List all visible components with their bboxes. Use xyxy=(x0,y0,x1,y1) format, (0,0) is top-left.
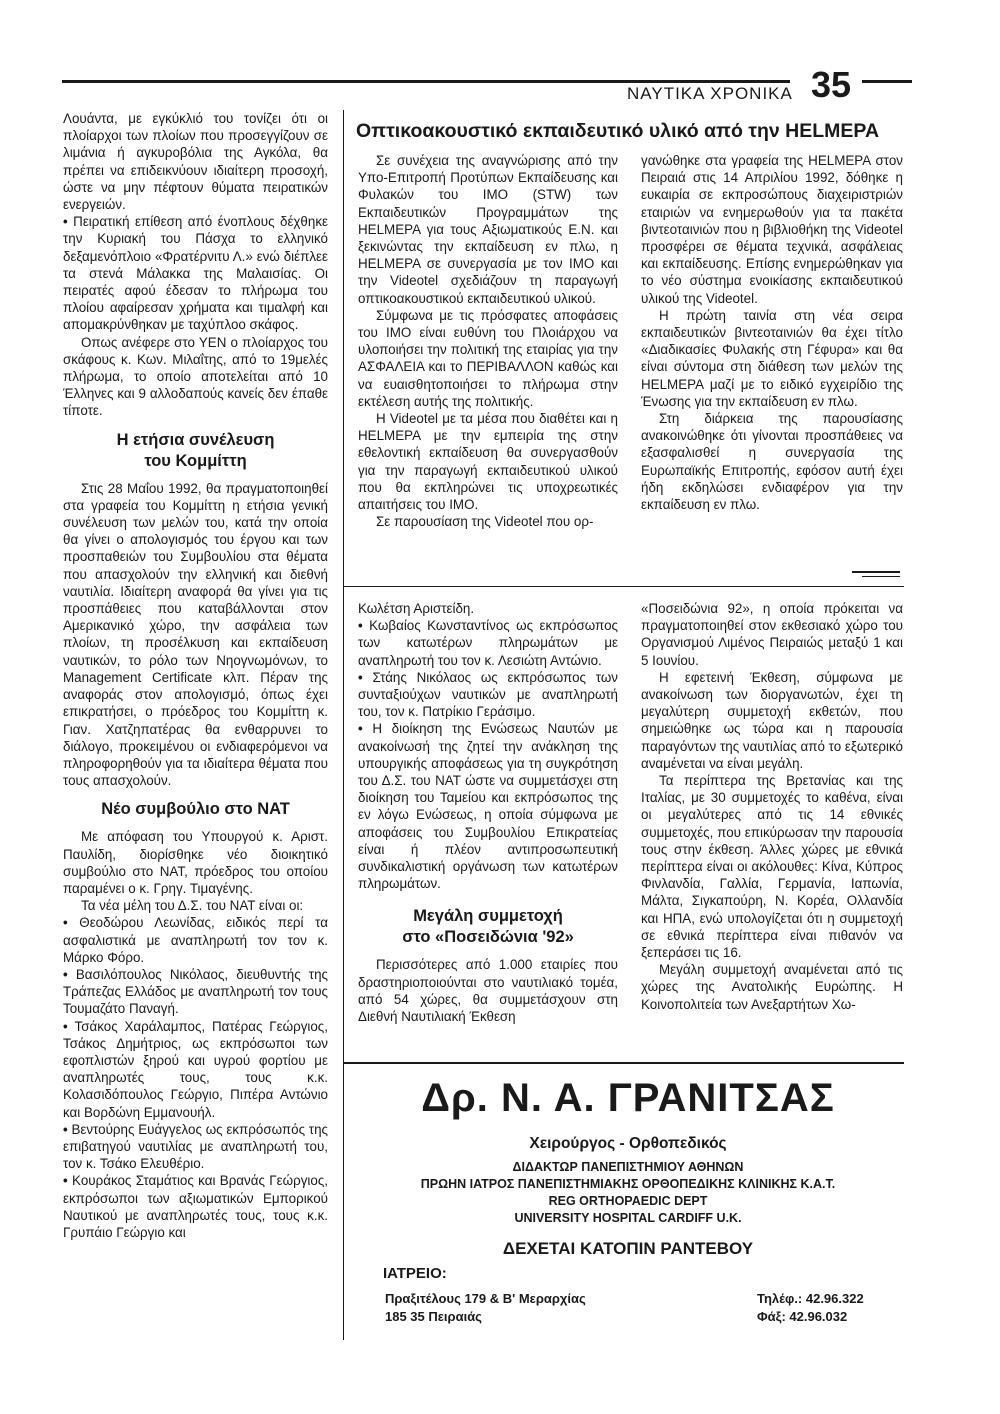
intro-paragraph: Λουάντα, με εγκύκλιό του τονίζει ότι οι πλοίαρχοι των πλοίων που προσεγγίζουν σε λιμάνια ή αγκυροβόλια της Αγκόλα, θα πρέπει να επιδεικνύουν ιδιαίτερη προσοχή, ώστε να μην πέφτουν θύματα πειρατικών ενεργειών. xyxy=(63,111,328,213)
office-address: Πραξιτέλους 179 & Β' Μεραρχίας 185 35 Πειραιάς xyxy=(385,1291,586,1324)
continuation-text: Κωλέτση Αριστείδη. xyxy=(358,601,475,616)
column-divider xyxy=(343,110,344,1340)
helmepa-column-1 xyxy=(358,152,618,530)
union-paragraph: • Η διοίκηση της Ενώσεως Ναυτών με ανακοίνωσή της ζητεί την ανάκληση της υπουργικής αποφάσεως για τη συγκρότηση του Δ.Σ. του ΝΑΤ ώστε να συμμετάσχει στη διοίκηση του Ταμείου και εκπρόσωπος της εν λόγω Ενώσεως, η οποία σύμφωνα με αποφάσεις του Συμβουλίου Επικρατείας είναι ή πλέον αντιπροσωπευτική συνδικαλιστική οργάνωση των κατωτέρων πληρωμάτων. xyxy=(358,720,618,892)
posidonia-paragraph: Μεγάλη συμμετοχή αναμένεται από τις χώρες της Ανατολικής Ευρώπης. Η Κοινοπολιτεία των Ανεξαρτήτων Χω- xyxy=(641,962,903,1012)
section-title-annual-meeting: Η ετήσια συνέλευση του Κομμίττη xyxy=(116,430,275,470)
posidonia-text: Περισσότερες από 1.000 εταιρίες που δραστηριοποιούνται στο ναυτιλιακό τομέα, από 54 χώρες, θα συμμετάσχουν στη Διεθνή Ναυτιλιακή Έκθεση xyxy=(358,957,618,1025)
nat-members-intro: Τα νέα μέλη του Δ.Σ. του ΝΑΤ είναι οι: xyxy=(81,898,304,914)
helmepa-paragraph: Σύμφωνα με τις πρόσφατες αποφάσεις του ΙΜΟ είναι ευθύνη του Πλοιάρχου να υλοποιήσει την πολιτική της εταιρίας για την ΑΣΦΑΛΕΙΑ και το ΠΕΡΙΒΑΛΛΟΝ καθώς και να ευαισθητοποιήσει το πλήρωμα στην εκτέλεση αυτής της πολιτικής. xyxy=(358,307,618,409)
doctor-specialty: Χειρούργος - Ορθοπεδικός xyxy=(529,1135,727,1152)
helmepa-paragraph: γανώθηκε στα γραφεία της HELMEPA στον Πειραιά στις 14 Απριλίου 1992, δόθηκε η ευκαιρία σε εκπροσώπους διαχειριστριών εταιριών να ενημερωθούν για τα πακέτα βιντεοταινιών που η βιβλιοθήκη της Videotel προσφέρει σε θέματα τεχνικά, ασφάλειας και εκπαίδευσης. Επίσης ενημερώθηκαν για το νέο σύστημα ενοικίασης εκπαιδευτικού υλικού της Videotel. xyxy=(641,153,903,306)
piracy-paragraph: • Πειρατική επίθεση από ένοπλους δέχθηκε την Κυριακή του Πάσχα το ελληνικό δεξαμενόπλοιο «Φρατέρνιτυ Λ.» ενώ διέπλεε τα στενά Μάλακκα της Μαλαισίας. Οι πειρατές αφού έδεσαν το πλήρωμα του πλοίου αφαίρεσαν χρήματα και τιμαλφή και απομακρύνθηκαν με ταχύπλοο σκάφος. xyxy=(63,213,328,333)
helmepa-headline: Οπτικοακουστικό εκπαιδευτικό υλικό από την HELMEPA xyxy=(356,120,880,142)
section-title-nat-board: Νέο συμβούλιο στο ΝΑΤ xyxy=(101,800,290,819)
helmepa-paragraph: Η Videotel με τα μέσα που διαθέτει και η HELMEPA με την εμπειρία της στην εθελοντική εκπαίδευση θα συνεργασθούν για την παραγωγή εκπαιδευτικού υλικού που θα εκπληρώνει τις υποχρεωτικές απαιτήσεις του ΙΜΟ. xyxy=(358,411,618,513)
helmepa-paragraph: Σε παρουσίαση της Videotel που ορ- xyxy=(376,514,594,530)
member-item: • Κωβαίος Κωνσταντίνος ως εκπρόσωπος των κατωτέρων πληρωμάτων με αναπληρωτή του τον κ. Λεσιώτη Αντώνιο. xyxy=(358,617,618,669)
office-contacts xyxy=(757,1290,864,1326)
middle-lower-column xyxy=(358,600,618,1025)
section-separator xyxy=(344,586,904,587)
posidonia-paragraph: Η εφετεινή Έκθεση, σύμφωνα με ανακοίνωση των διοργανωτών, έχει τη μεγαλύτερη συμμετοχή εκθετών, που σημειώθηκε ως τώρα και η παρουσία παραγόντων της ναυτιλίας από το εξωτερικό αναμένεται να είναι μεγάλη. xyxy=(641,669,903,771)
page-number: 35 xyxy=(811,64,852,105)
section-title-posidonia: Μεγάλη συμμετοχή στο «Ποσειδώνια '92» xyxy=(402,907,574,947)
member-item: • Βασιλόπουλος Νικόλαος, διευθυντής της Τράπεζας Ελλάδος με αναπληρωτή τον τους Τουμαζάτο Παναγή. xyxy=(63,966,328,1018)
publication-name: ΝΑΥΤΙΚΑ ΧΡΟΝΙΚΑ xyxy=(627,84,793,103)
posidonia-paragraph: «Ποσειδώνια 92», η οποία πρόκειται να πραγματοποιηθεί στον εκθεσιακό χώρο του Οργανισμού Λιμένος Πειραιώς μεταξύ 1 και 5 Ιουνίου. xyxy=(641,601,903,668)
captain-paragraph: Οπως ανέφερε στο ΥΕΝ ο πλοίαρχος του σκάφους κ. Κων. Μιλαΐτης, από το 19μελές πλήρωμα, το οποίο αποτελείται από 10 Έλληνες και 9 αλλοδαπούς κανείς δεν έπαθε τίποτε. xyxy=(63,334,328,419)
posidonia-paragraph: Τα περίπτερα της Βρετανίας και της Ιταλίας, με 30 συμμετοχές το καθένα, είναι οι μεγαλύτερες από τις 14 εθνικές συμμετοχές, που επικύρωσαν την παρουσία τους στην έκθεση. Άλλες χώρες με εθνικά περίπτερα είναι οι ακόλουθες: Κίνα, Κύπρος Φινλανδία, Γαλλία, Γερμανία, Ιαπωνία, Μάλτα, Σιγκαπούρη, Ν. Κορέα, Ολλανδία και ΗΠΑ, ενώ υπολογίζεται ότι η συμμετοχή σε εθνικά περίπτερα είναι πιθανόν να ξεπεράσει τις 16. xyxy=(641,773,903,961)
doctor-credentials: ΔΙΔΑΚΤΩΡ ΠΑΝΕΠΙΣΤΗΜΙΟΥ ΑΘΗΝΩΝ ΠΡΩΗΝ ΙΑΤΡΟΣ ΠΑΝΕΠΙΣΤΗΜΙΑΚΗΣ ΟΡΘΟΠΕΔΙΚΗΣ ΚΛΙΝΙΚΗΣ Κ.Α.Τ. REG ORTHOPAEDIC DEPT UNIVERSITY HOSPITAL CARDIFF U.K. xyxy=(420,1160,836,1225)
office-label: ΙΑΤΡΕΙΟ: xyxy=(383,1265,447,1282)
member-item: • Θεοδώρου Λεωνίδας, ειδικός περί τα ασφαλιστικά με αναπληρωτή τον τον κ. Μάρκο Φόρο. xyxy=(63,914,328,966)
helmepa-paragraph: Σε συνέχεια της αναγνώρισης από την Υπο-Επιτροπή Προτύπων Εκπαίδευσης και Φυλακών του ΙΜΟ (STW) των Εκπαιδευτικών Προγραμμάτων της HELMEPA για τους Αξιωματικούς Ε.Ν. και ξεκινώντας την εκπαίδευση εν πλω, η HELMEPA σε συνεργασία με τον ΙΜΟ και την Videotel σχεδιάζουν τη παραγωγή οπτικοακουστικού εκπαιδευτικού υλικού. xyxy=(358,153,618,306)
member-item: • Κουράκος Σταμάτιος και Βρανάς Γεώργιος, εκπρόσωποι των αξιωματικών Εμπορικού Ναυτικού με αναπληρωτές τους, τους κ.κ. Γρυπάιο Γεώργιο και xyxy=(63,1172,328,1241)
fax-number: Φάξ: 42.96.032 xyxy=(757,1309,848,1324)
helmepa-paragraph: Η πρώτη ταινία στη νέα σειρα εκπαιδευτικών βιντεοταινιών θα έχει τίτλο «Διαδικασίες Φυλακής στη Γέφυρα» και θα είναι σύντομα στη διάθεση των μελών της HELMEPA μαζί με το ειδικό εγχειρίδιο της Ένωσης για την εκπαίδευση εν πλω. xyxy=(641,307,903,409)
masthead-rule-right xyxy=(862,80,912,83)
appointments-note: ΔΕΧΕΤΑΙ ΚΑΤΟΠΙΝ ΡΑΝΤΕΒΟΥ xyxy=(502,1239,754,1258)
member-item: • Βεντούρης Ευάγγελος ως εκπρόσωπός της επιβατηγού ναυτιλίας με αναπληρωτή του, τον κ. Τσάκο Ελευθέριο. xyxy=(63,1121,328,1173)
annual-meeting-text: Στις 28 Μαΐου 1992, θα πραγματοποιηθεί στα γραφεία του Κομμίττη η ετήσια γενική συνέλευση των μελών του, κατά την οποία θα γίνει ο απολογισμός του έργου και των προσπαθειών του Συμβουλίου στα θέματα που απασχολούν την ελληνική και διεθνή ναυτιλία. Ιδιαίτερη αναφορά θα γίνει για τις προσπάθειες που καταβάλλονται στον Αμερικανικό χώρο, την ασφάλεια των πλοίων, τη προσέλκυση και εκπαίδευση ναυτικών, το ρόλο των Νηογνωμόνων, το Management Certificate κλπ. Πέραν της αναφοράς στον απολογισμό, όπως έχει επικρατήσει, ο πρόεδρος του Κομμίττη κ. Γιαν. Χατζηπατέρας θα ενθαρρυνει το διάλογο, προκειμένου οι ενδιαφερόμενοι να πληροφορηθούν για τα ιδιαίτερα θέματα που τους απασχολούν. xyxy=(63,480,328,789)
phone-number: Τηλέφ.: 42.96.322 xyxy=(757,1291,864,1306)
helmepa-paragraph: Στη διάρκεια της παρουσίασης ανακοινώθηκε ότι γίνονται προσπάθειες να εξασφαλισθεί η συνεργασία της Ευρωπαϊκής Επιτροπής, εφόσον αυτή έχει ήδη εκδηλώσει ενδιαφέρον για την εκπαίδευση εν πλω. xyxy=(641,411,903,513)
doctor-name: Δρ. Ν. Α. ΓΡΑΝΙΤΣΑΣ xyxy=(421,1076,835,1120)
masthead-rule-left xyxy=(62,80,790,83)
doctor-advert xyxy=(355,1068,901,1259)
left-column xyxy=(63,110,328,1241)
helmepa-column-2 xyxy=(641,152,903,513)
article-end-mark xyxy=(862,576,900,577)
right-lower-column xyxy=(641,600,903,1013)
advert-rule xyxy=(344,1062,904,1064)
member-item: • Τσάκος Χαράλαμπος, Πατέρας Γεώργιος, Τσάκος Δημήτριος, ως εκπρόσωποι των εφοπλιστών ξηρού και υγρού φορτίου με αναπληρωτές τους, τους κ.κ. Κολασιδόπουλος Γεώργιο, Πιπέρα Αντώνιο και Βορδώνη Εμμανουήλ. xyxy=(63,1018,328,1121)
nat-board-text: Με απόφαση του Υπουργού κ. Αριστ. Παυλίδη, διορίσθηκε νέο διοικητικό συμβούλιο στο ΝΑΤ, πρόεδρος του οποίου παραμένει ο κ. Γρηγ. Τιμαγένης. xyxy=(63,829,328,896)
article-end-mark xyxy=(852,571,900,573)
member-item: • Στάης Νικόλαος ως εκπρόσωπος των συνταξιούχων ναυτικών με αναπληρωτή του, τον κ. Πατρίκιο Γεράσιμο. xyxy=(358,669,618,721)
